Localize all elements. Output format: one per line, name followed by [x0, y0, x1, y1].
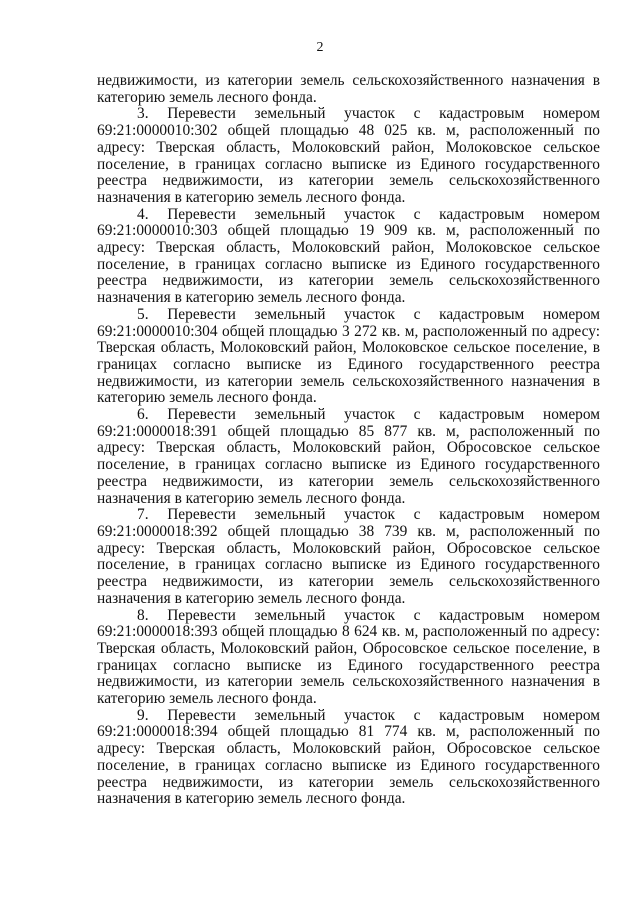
paragraph-item-6: 6. Перевести земельный участок с кадастровым номером 69:21:0000018:391 общей площадью 85 877 кв. м, расположенный по адресу: Тверская область, Молоковский район, Обросовское сельское поселение, в границах согласно выписке из Единого государственного реестра недвижимости, из категории земель сельскохозяйственного назначения в категорию земель лесного фонда. [97, 406, 600, 507]
paragraph-item-4: 4. Перевести земельный участок с кадастровым номером 69:21:0000010:303 общей площадью 19 909 кв. м, расположенный по адресу: Тверская область, Молоковский район, Молоковское сельское поселение, в границах согласно выписке из Единого государственного реестра недвижимости, из категории земель сельскохозяйственного назначения в категорию земель лесного фонда. [97, 205, 600, 307]
continued-paragraph: недвижимости, из категории земель сельскохозяйственного назначения в категорию земель лесного фонда. [97, 72, 600, 106]
paragraph-item-5: 5. Перевести земельный участок с кадастровым номером 69:21:0000010:304 общей площадью 3 272 кв. м, расположенный по адресу: Тверская область, Молоковский район, Молоковское сельское поселение, в границах согласно выписке из Единого государственного реестра недвижимости, из категории земель сельскохозяйственного назначения в категорию земель лесного фонда. [97, 305, 600, 407]
paragraph-item-8: 8. Перевести земельный участок с кадастровым номером 69:21:0000018:393 общей площадью 8 624 кв. м, расположенный по адресу: Тверская область, Молоковский район, Обросовское сельское поселение, в границах согласно выписке из Единого государственного реестра недвижимости, из категории земель сельскохозяйственного назначения в категорию земель лесного фонда. [97, 606, 600, 708]
document-body [97, 73, 600, 808]
paragraph-item-3: 3. Перевести земельный участок с кадастровым номером 69:21:0000010:302 общей площадью 48 025 кв. м, расположенный по адресу: Тверская область, Молоковский район, Молоковское сельское поселение, в границах согласно выписке из Единого государственного реестра недвижимости, из категории земель сельскохозяйственного назначения в категорию земель лесного фонда. [97, 105, 600, 206]
paragraph-item-7: 7. Перевести земельный участок с кадастровым номером 69:21:0000018:392 общей площадью 38 739 кв. м, расположенный по адресу: Тверская область, Молоковский район, Обросовское сельское поселение, в границах согласно выписке из Единого государственного реестра недвижимости, из категории земель сельскохозяйственного назначения в категорию земель лесного фонда. [97, 506, 600, 607]
page-number: 2 [316, 40, 324, 55]
paragraph-item-9: 9. Перевести земельный участок с кадастровым номером 69:21:0000018:394 общей площадью 81 774 кв. м, расположенный по адресу: Тверская область, Молоковский район, Обросовское сельское поселение, в границах согласно выписке из Единого государственного реестра недвижимости, из категории земель сельскохозяйственного назначения в категорию земель лесного фонда. [97, 706, 600, 808]
